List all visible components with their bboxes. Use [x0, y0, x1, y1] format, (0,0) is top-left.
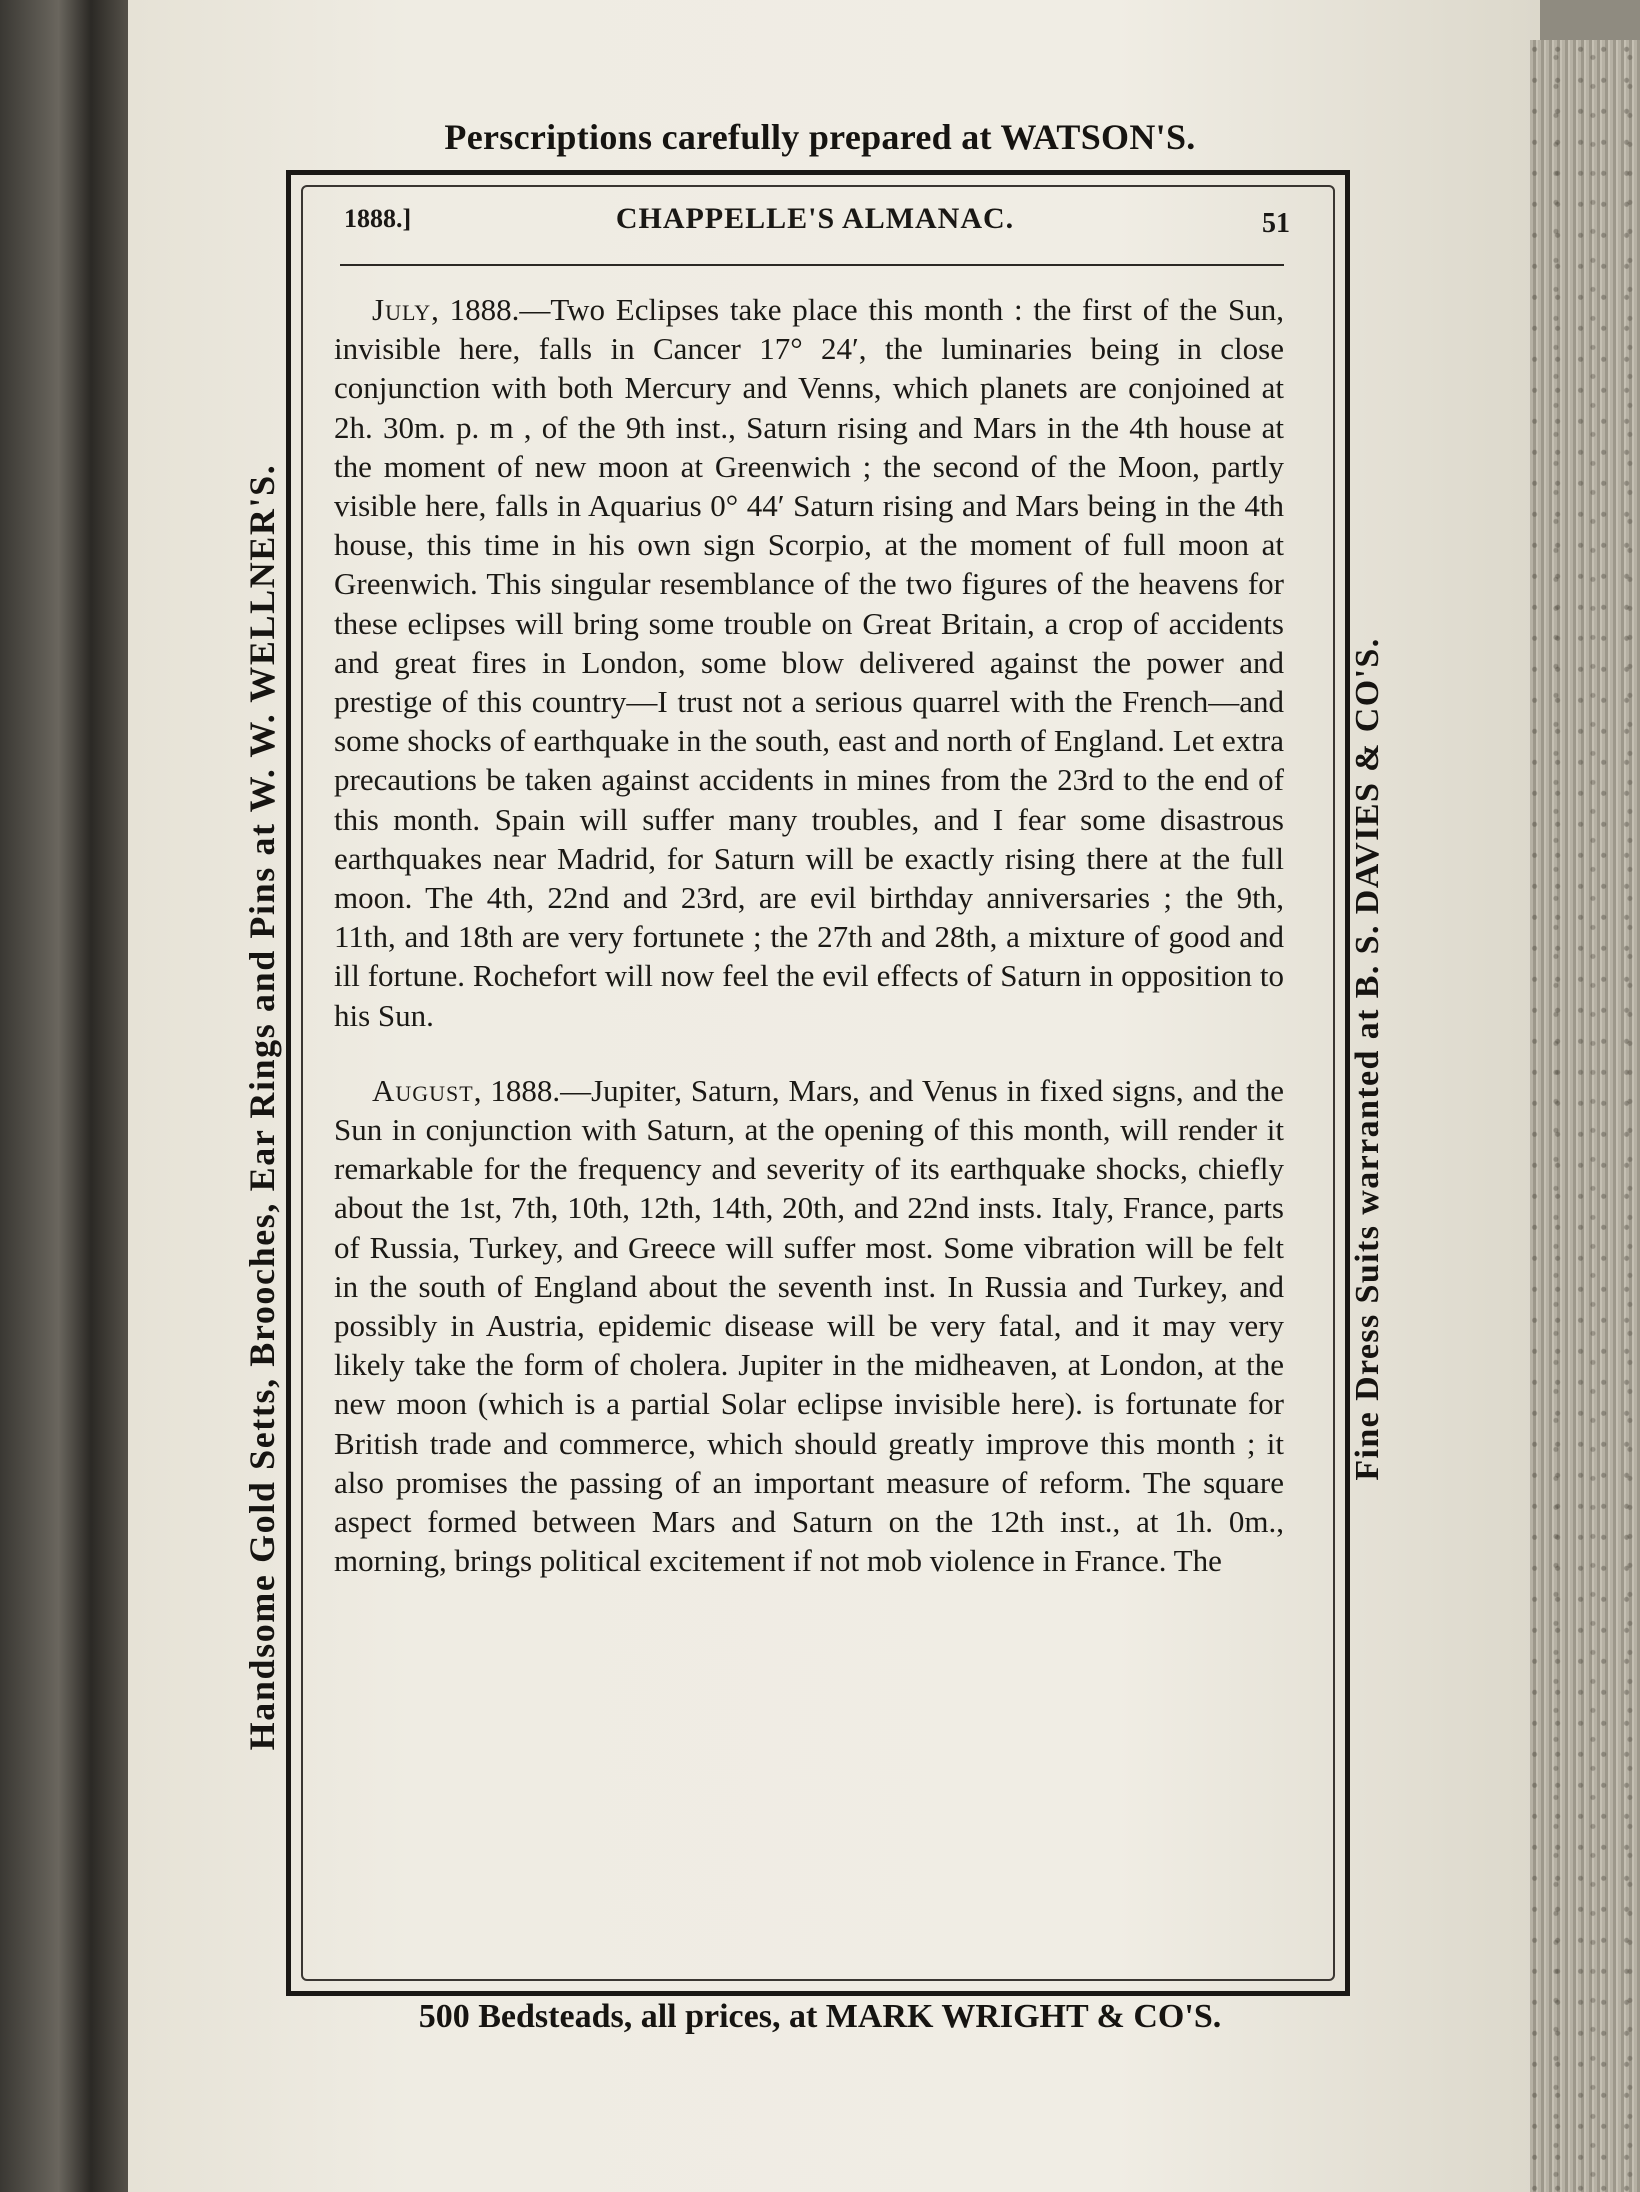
header-year: 1888.] — [344, 204, 412, 233]
running-header — [340, 200, 1290, 250]
header-title: CHAPPELLE'S ALMANAC. — [615, 202, 1015, 235]
paragraph-july — [334, 290, 1284, 1035]
page-number: 51 — [1262, 208, 1290, 239]
right-margin-advert: Fine Dress Suits warranted at B. S. DAVIES & CO'S. — [1349, 637, 1386, 1481]
top-advert: Perscriptions carefully prepared at WATSON'S. — [444, 117, 1196, 157]
header-rule — [340, 264, 1284, 266]
book-gutter — [0, 0, 130, 2192]
paragraph-text: , 1888.—Jupiter, Saturn, Mars, and Venus in fixed signs, and the Sun in conjunction with Saturn, at the opening of this month, will render it remarkable for the frequency and severity of its earthquake shocks, chiefly about the 1st, 7th, 10th, 12th, 14th, 20th, and 22nd insts. Italy, France, parts of Russia, Turkey, and Greece will suffer most. Some vibration will be felt in the south of England about the seventh inst. In Russia and Turkey, and possibly in Austria, epidemic disease will be very fatal, and it may very likely take the form of cholera. Jupiter in the midheaven, at London, at the new moon (which is a partial Solar eclipse invisible here). is fortunate for British trade and commerce, which should greatly improve this month ; it also promises the passing of an important measure of reform. The square aspect formed between Mars and Saturn on the 12th inst., at 1h. 0m., morning, brings political excitement if not mob violence in France. The — [334, 1072, 1284, 1579]
page-edges — [1530, 40, 1640, 2192]
article-body — [334, 290, 1284, 1581]
bottom-advert: 500 Bedsteads, all prices, at MARK WRIGHT & CO'S. — [418, 1998, 1222, 2035]
paragraph-lead: July — [372, 292, 432, 327]
paragraph-text: , 1888.—Two Eclipses take place this month : the first of the Sun, invisible here, falls in Cancer 17° 24′, the luminaries being in close conjunction with both Mercury and Venns, which planets are conjoined at 2h. 30m. p. m , of the 9th inst., Saturn rising and Mars in the 4th house at the moment of new moon at Greenwich ; the second of the Moon, partly visible here, falls in Aquarius 0° 44′ Saturn rising and Mars being in the 4th house, this time in his own sign Scorpio, at the moment of full moon at Greenwich. This singular resemblance of the two figures of the heavens for these eclipses will bring some trouble on Great Britain, a crop of accidents and great fires in London, some blow delivered against the power and prestige of this country—I trust not a serious quarrel with the French—and some shocks of earthquake in the south, east and north of England. Let extra precautions be taken against accidents in mines from the 23rd to the end of this month. Spain will suffer many troubles, and I fear some disastrous earthquakes near Madrid, for Saturn will be exactly rising there at the full moon. The 4th, 22nd and 23rd, are evil birthday anniversaries ; the 9th, 11th, and 18th are very fortunete ; the 27th and 28th, a mixture of good and ill fortune. Rochefort will now feel the evil effects of Saturn in opposition to his Sun. — [334, 292, 1284, 1033]
paragraph-august — [334, 1071, 1284, 1581]
paragraph-lead: August — [372, 1072, 474, 1108]
left-margin-advert: Handsome Gold Setts, Brooches, Ear Rings and Pins at W. W. WELLNER'S. — [242, 463, 282, 1751]
